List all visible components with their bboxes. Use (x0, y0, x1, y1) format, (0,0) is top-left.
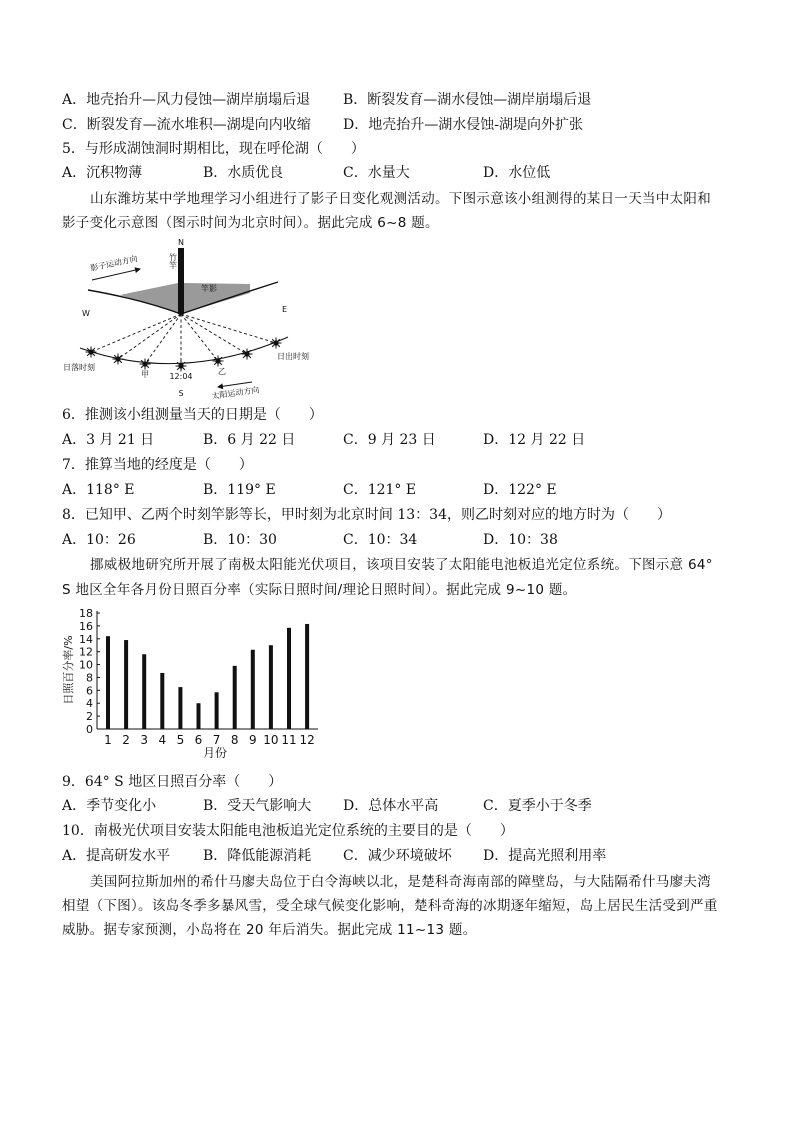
west-label: W (82, 309, 90, 318)
q6-option-c: C．9 月 23 日 (343, 432, 436, 448)
sun-icon (176, 361, 187, 372)
bar-month-6 (197, 703, 201, 729)
y-tick-label: 6 (86, 684, 93, 698)
y-tick-label: 8 (86, 671, 93, 685)
q9-options-row (0, 798, 794, 815)
q10-option-d: D．提高光照利用率 (483, 848, 607, 864)
q4-option-d: D．地壳抬升—湖水侵蚀-湖堤向外扩张 (343, 117, 583, 133)
sun-motion-label: 太阳运动方向 (211, 385, 260, 401)
bar-month-1 (106, 636, 110, 729)
sun-icon (242, 349, 253, 360)
intro-6-8-line-2 (0, 215, 794, 232)
q9-option-1: A．季节变化小 (62, 798, 157, 814)
q10-stem: 10．南极光伏项目安装太阳能电池板追光定位系统的主要目的是（ ） (62, 823, 514, 839)
x-tick-label: 11 (281, 733, 297, 747)
jia-label: 甲 (141, 370, 149, 379)
q4-option-c: C．断裂发育—流水堆积—湖堤向内收缩 (62, 117, 311, 133)
x-tick-label: 9 (248, 733, 257, 747)
pole-shadow-bar (178, 248, 184, 314)
q8-option-a: A．10：26 (62, 532, 136, 548)
ray-yi (181, 314, 218, 361)
y-tick-label: 12 (79, 645, 93, 659)
q10-options-row (0, 848, 794, 865)
sun-icon (213, 356, 224, 367)
q6-option-a: A．3 月 21 日 (62, 432, 155, 448)
shadow-motion-label: 影子运动方向 (89, 254, 139, 273)
q7-stem-row (0, 457, 794, 474)
q7-options-row (0, 482, 794, 499)
intro-9-10-line-1 (0, 557, 794, 574)
q8-stem-row (0, 507, 794, 524)
intro-9-10-text-2: S 地区全年各月份日照百分率（实际日照时间/理论日照时间）。据此完成 9~10 题。 (62, 582, 577, 598)
intro-6-8-text-2: 影子变化示意图（图示时间为北京时间）。据此完成 6~8 题。 (62, 215, 439, 231)
bar-month-9 (251, 650, 255, 729)
q10-option-b: B．降低能源消耗 (203, 848, 312, 864)
sun-icon (271, 338, 282, 349)
q4-options-row-1 (0, 92, 794, 109)
sunset-label: 日落时刻 (63, 363, 95, 372)
x-tick-label: 2 (122, 733, 130, 747)
q4-options-row-2 (0, 117, 794, 134)
intro-9-10-text-1: 挪威极地研究所开展了南极太阳能光伏项目，该项目安装了太阳能电池板追光定位系统。下图示意 64° (90, 557, 713, 573)
q10-stem-row (0, 823, 794, 840)
sun-icon (140, 359, 151, 370)
q7-stem: 7．推算当地的经度是（ ） (62, 457, 253, 473)
q6-option-d: D．12 月 22 日 (483, 432, 586, 448)
q8-option-b: B．10：30 (203, 532, 277, 548)
q6-options-row (0, 432, 794, 449)
pole-label: 竹竿 (168, 253, 178, 269)
intro-11-13-line-2 (0, 898, 794, 915)
q8-option-c: C．10：34 (343, 532, 418, 548)
intro-6-8-line-1 (0, 191, 794, 208)
x-tick-label: 7 (212, 733, 221, 747)
bar-month-4 (160, 673, 164, 729)
bar-month-10 (269, 645, 273, 729)
sunrise-label: 日出时刻 (277, 352, 309, 361)
q5-options-row (0, 165, 794, 182)
intro-9-10-line-2 (0, 582, 794, 599)
x-axis-label: 月份 (202, 746, 228, 760)
sun-icon (86, 347, 97, 358)
q10-option-c: C．减少环境破坏 (343, 848, 452, 864)
intro-11-13-text-1: 美国阿拉斯加州的希什马廖夫岛位于白令海峡以北，是楚科奇海南部的障壁岛，与大陆隔希什马廖夫湾 (90, 874, 711, 890)
q6-option-b: B．6 月 22 日 (203, 432, 296, 448)
x-tick-label: 3 (140, 733, 149, 747)
bar-month-5 (178, 687, 182, 729)
q9-stem: 9．64° S 地区日照百分率（ ） (62, 774, 283, 790)
q7-option-a: A．118° E (62, 482, 135, 498)
q7-option-b: B．119° E (203, 482, 276, 498)
bars (106, 624, 309, 729)
q9-stem-row (0, 774, 794, 791)
x-tick-label: 8 (230, 733, 239, 747)
intro-11-13-line-1 (0, 874, 794, 891)
x-tick-labels (104, 733, 315, 747)
bar-month-11 (287, 628, 291, 729)
sun-path-arc (80, 337, 288, 364)
sun-icon (113, 354, 124, 365)
y-tick-label: 4 (86, 697, 93, 711)
q8-option-d: D．10：38 (483, 532, 558, 548)
q5-stem-row (0, 141, 794, 158)
q6-stem-row (0, 407, 794, 424)
bar-month-7 (215, 692, 219, 729)
yi-label: 乙 (218, 367, 226, 376)
sunshine-percentage-chart (60, 605, 325, 765)
y-tick-label: 18 (79, 607, 93, 620)
bar-month-3 (142, 654, 146, 729)
intro-6-8-text-1: 山东潍坊某中学地理学习小组进行了影子日变化观测活动。下图示意该小组测得的某日一天当中太阳和 (90, 191, 711, 207)
north-label: N (178, 238, 184, 247)
south-label: S (178, 389, 184, 398)
x-tick-label: 1 (104, 733, 112, 747)
x-tick-label: 12 (299, 733, 315, 747)
q7-option-c: C．121° E (343, 482, 417, 498)
q8-stem: 8．已知甲、乙两个时刻竿影等长，甲时刻为北京时间 13：34，则乙时刻对应的地方时为（ ） (62, 507, 671, 523)
shadow-label: 竿影 (201, 284, 217, 293)
y-tick-label: 2 (86, 710, 93, 724)
east-label: E (282, 305, 288, 314)
q10-option-a: A．提高研发水平 (62, 848, 171, 864)
bar-month-12 (305, 624, 309, 729)
shadow-sun-diagram (60, 236, 312, 404)
q4-option-b: B．断裂发育—湖水侵蚀—湖岸崩塌后退 (343, 92, 592, 108)
q5-option-b: B．水质优良 (203, 165, 284, 181)
q5-option-d: D．水位低 (483, 165, 551, 181)
q5-option-a: A．沉积物薄 (62, 165, 143, 181)
intro-11-13-line-3 (0, 922, 794, 939)
y-tick-label: 0 (86, 723, 93, 736)
bar-month-2 (124, 640, 128, 729)
q9-option-2: B．受天气影响大 (203, 798, 312, 814)
ray-6 (181, 314, 247, 354)
q5-option-c: C．水量大 (343, 165, 410, 181)
bar-month-8 (233, 666, 237, 729)
q9-option-3: D．总体水平高 (343, 798, 439, 814)
y-axis-label: 日照百分率/% (62, 635, 75, 705)
x-tick-label: 6 (194, 733, 203, 747)
x-tick-label: 5 (176, 733, 185, 747)
intro-11-13-text-2: 相望（下图）。该岛冬季多暴风雪，受全球气候变化影响，楚科奇海的冰期逐年缩短，岛上居民生活受到严重 (62, 898, 718, 914)
x-tick-label: 10 (263, 733, 279, 747)
q9-option-4: C．夏季小于冬季 (483, 798, 592, 814)
q8-options-row (0, 532, 794, 549)
y-tick-label: 10 (79, 658, 93, 672)
ray-sunrise (181, 314, 276, 343)
noon-time-label: 12:04 (169, 372, 193, 381)
y-tick-label: 16 (79, 619, 93, 633)
intro-11-13-text-3: 威胁。据专家预测，小岛将在 20 年后消失。据此完成 11~13 题。 (62, 922, 477, 938)
q4-option-a: A．地壳抬升—风力侵蚀—湖岸崩塌后退 (62, 92, 311, 108)
q5-stem: 5．与形成湖蚀洞时期相比，现在呼伦湖（ ） (62, 141, 365, 157)
y-tick-label: 14 (79, 632, 93, 646)
x-tick-label: 4 (158, 733, 167, 747)
ray-2 (118, 314, 181, 359)
q7-option-d: D．122° E (483, 482, 557, 498)
q6-stem: 6．推测该小组测量当天的日期是（ ） (62, 407, 323, 423)
